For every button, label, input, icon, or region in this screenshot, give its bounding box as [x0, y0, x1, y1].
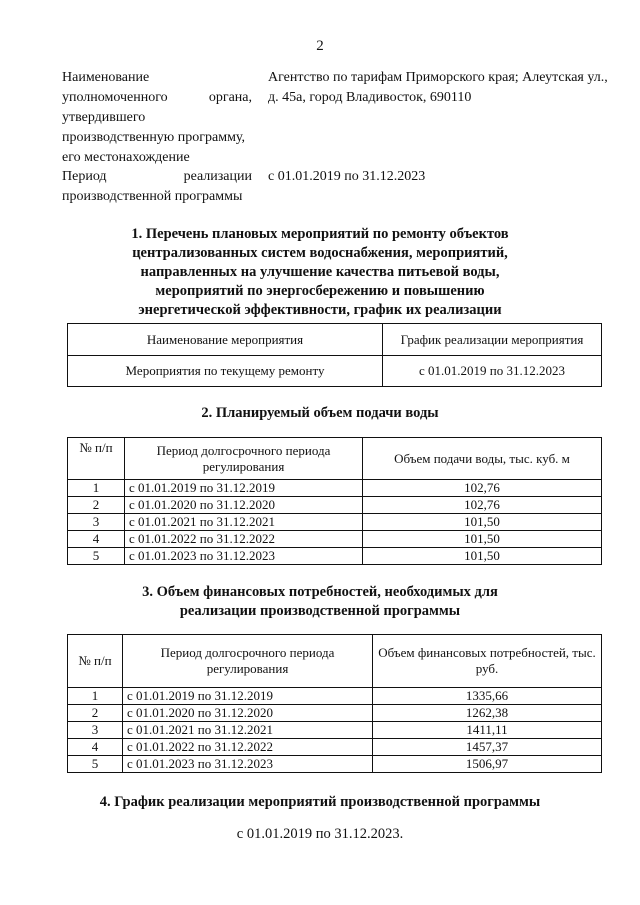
row-number: 4	[68, 531, 125, 548]
row-period: с 01.01.2021 по 31.12.2021	[123, 722, 373, 739]
organ-label-line-1: Наименование	[62, 70, 150, 85]
section3-heading-line-2: реализации производственной программы	[179, 603, 461, 619]
section2-header-number: № п/п	[68, 438, 125, 480]
section1-table	[67, 323, 602, 387]
section1-header-schedule: График реализации мероприятия	[383, 324, 602, 356]
row-period: с 01.01.2022 по 31.12.2022	[123, 739, 373, 756]
row-value: 1411,11	[373, 722, 602, 739]
organ-label	[62, 68, 252, 168]
row-value: 101,50	[363, 514, 602, 531]
section3-header-finance: Объем финансовых потребностей, тыс. руб.	[373, 635, 602, 688]
period-label-line-2: производственной программы	[62, 189, 243, 204]
row-value: 1262,38	[373, 705, 602, 722]
row-period: с 01.01.2021 по 31.12.2021	[125, 514, 363, 531]
section1-heading	[40, 225, 600, 320]
table-row	[68, 514, 602, 531]
section1-heading-line-2: централизованных систем водоснабжения, мероприятий,	[132, 245, 508, 261]
section2-table-header-row	[68, 438, 602, 480]
section1-table-row	[68, 356, 602, 387]
row-value: 101,50	[363, 548, 602, 565]
section2-heading: 2. Планируемый объем подачи воды	[201, 405, 439, 421]
table-row	[68, 722, 602, 739]
row-value: 102,76	[363, 480, 602, 497]
section3-heading-line-1: 3. Объем финансовых потребностей, необходимых для	[142, 584, 498, 600]
organ-label-line-2: уполномоченного органа,	[62, 90, 252, 105]
organ-value-line-2: Алеутская ул., д. 45а, город Владивосток, 690110	[268, 70, 608, 105]
row-number: 5	[68, 756, 123, 773]
organ-label-line-3: утвердившего	[62, 110, 146, 125]
section3-table	[67, 634, 602, 773]
row-value: 102,76	[363, 497, 602, 514]
section1-cell-schedule: с 01.01.2019 по 31.12.2023	[383, 356, 602, 387]
row-period: с 01.01.2019 по 31.12.2019	[123, 688, 373, 705]
row-period: с 01.01.2022 по 31.12.2022	[125, 531, 363, 548]
organ-label-line-5: его местонахождение	[62, 150, 190, 165]
table-row	[68, 497, 602, 514]
row-period: с 01.01.2023 по 31.12.2023	[125, 548, 363, 565]
section3-heading	[40, 583, 600, 621]
section1-heading-line-1: 1. Перечень плановых мероприятий по ремонту объектов	[131, 226, 509, 242]
section1-header-name: Наименование мероприятия	[68, 324, 383, 356]
table-row	[68, 548, 602, 565]
row-value: 1457,37	[373, 739, 602, 756]
section2-table	[67, 437, 602, 565]
table-row	[68, 705, 602, 722]
row-number: 2	[68, 705, 123, 722]
page-number: 2	[316, 38, 324, 54]
row-number: 1	[68, 480, 125, 497]
organ-label-line-4: производственную программу,	[62, 130, 246, 145]
section2-header-volume: Объем подачи воды, тыс. куб. м	[363, 438, 602, 480]
table-row	[68, 756, 602, 773]
row-value: 1506,97	[373, 756, 602, 773]
row-number: 1	[68, 688, 123, 705]
section1-heading-line-3: направленных на улучшение качества питьевой воды,	[140, 264, 500, 280]
row-number: 5	[68, 548, 125, 565]
section3-header-number: № п/п	[68, 635, 123, 688]
section4-period-text: с 01.01.2019 по 31.12.2023.	[236, 826, 404, 842]
section1-cell-name: Мероприятия по текущему ремонту	[68, 356, 383, 387]
section3-table-header-row	[68, 635, 602, 688]
period-label-line-1: Период реализации	[62, 169, 252, 184]
table-row	[68, 480, 602, 497]
section1-heading-line-4: мероприятий по энергосбережению и повышению	[155, 283, 485, 299]
organ-value	[268, 68, 608, 108]
period-value: с 01.01.2019 по 31.12.2023	[268, 169, 426, 184]
row-value: 101,50	[363, 531, 602, 548]
row-number: 3	[68, 722, 123, 739]
row-period: с 01.01.2023 по 31.12.2023	[123, 756, 373, 773]
row-value: 1335,66	[373, 688, 602, 705]
section1-table-header-row	[68, 324, 602, 356]
table-row	[68, 688, 602, 705]
table-row	[68, 531, 602, 548]
section1-heading-line-5: энергетической эффективности, график их реализации	[138, 302, 502, 318]
row-period: с 01.01.2020 по 31.12.2020	[125, 497, 363, 514]
row-number: 3	[68, 514, 125, 531]
section3-header-period: Период долгосрочного периода регулирования	[123, 635, 373, 688]
row-period: с 01.01.2020 по 31.12.2020	[123, 705, 373, 722]
row-period: с 01.01.2019 по 31.12.2019	[125, 480, 363, 497]
period-label	[62, 167, 252, 207]
row-number: 2	[68, 497, 125, 514]
section4-heading: 4. График реализации мероприятий производственной программы	[99, 794, 541, 810]
organ-value-line-1: Агентство по тарифам Приморского края;	[268, 70, 519, 85]
row-number: 4	[68, 739, 123, 756]
table-row	[68, 739, 602, 756]
section2-header-period: Период долгосрочного периода регулирования	[125, 438, 363, 480]
